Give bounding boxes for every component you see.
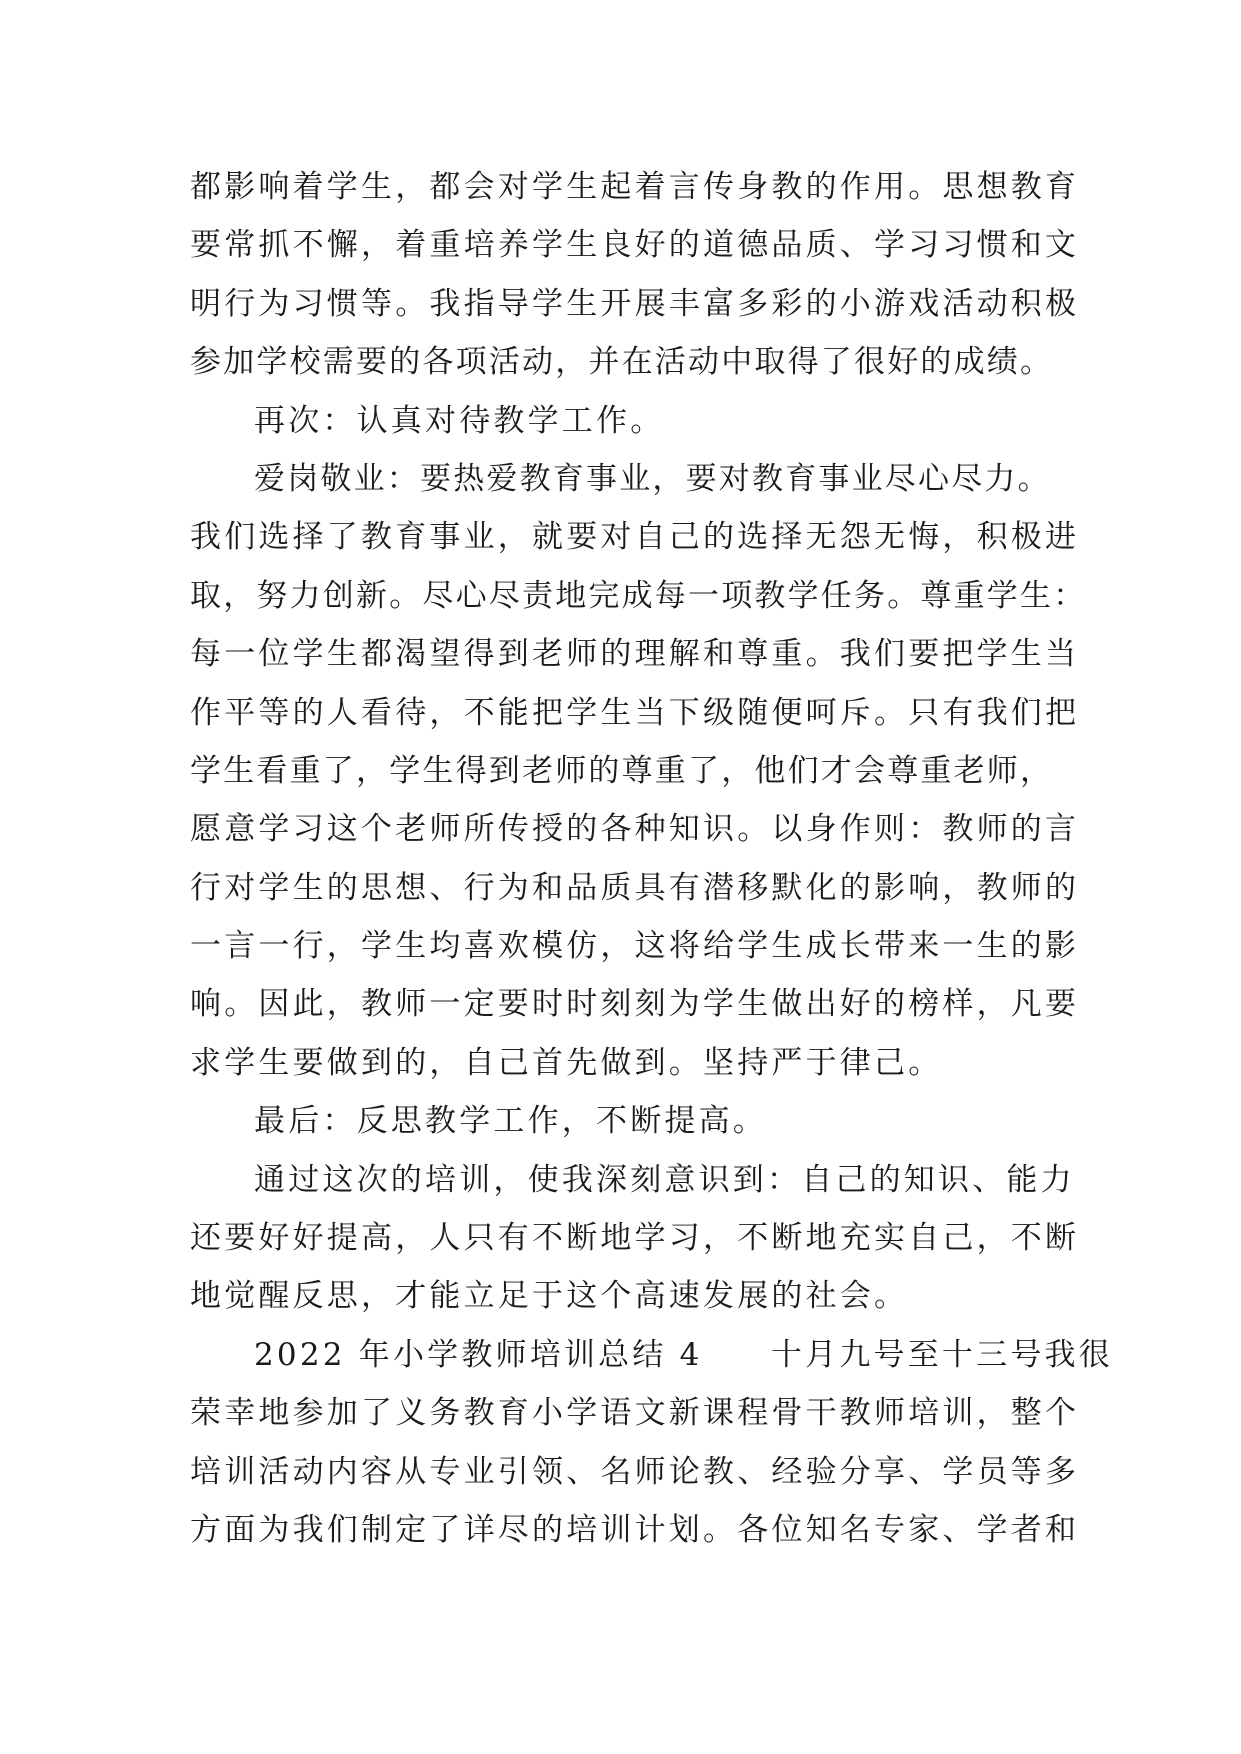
text-line: 还要好好提高，人只有不断地学习，不断地充实自己，不断 (190, 1220, 1080, 1257)
text-line: 明行为习惯等。我指导学生开展丰富多彩的小游戏活动积极 (190, 285, 1080, 322)
text-line: 愿意学习这个老师所传授的各种知识。以身作则：教师的言 (190, 811, 1080, 848)
text-line: 每一位学生都渴望得到老师的理解和尊重。我们要把学生当 (190, 636, 1080, 673)
text-line: 要常抓不懈，着重培养学生良好的道德品质、学习习惯和文 (190, 227, 1080, 264)
text-line: 都影响着学生，都会对学生起着言传身教的作用。思想教育 (190, 169, 1080, 205)
body-text (190, 158, 1113, 1559)
text-line: 一言一行，学生均喜欢模仿，这将给学生成长带来一生的影 (190, 928, 1080, 965)
text-line: 我们选择了教育事业，就要对自己的选择无怨无悔，积极进 (190, 519, 1080, 556)
text-line: 求学生要做到的，自己首先做到。坚持严于律己。 (190, 1044, 943, 1081)
text-line: 荣幸地参加了义务教育小学语文新课程骨干教师培训，整个 (190, 1395, 1080, 1432)
text-line: 参加学校需要的各项活动，并在活动中取得了很好的成绩。 (190, 344, 1054, 381)
text-line: 行对学生的思想、行为和品质具有潜移默化的影响，教师的 (190, 869, 1080, 906)
text-line: 地觉醒反思，才能立足于这个高速发展的社会。 (190, 1278, 909, 1315)
paragraph-start: 通过这次的培训，使我深刻意识到：自己的知识、能力 (254, 1161, 1075, 1198)
text-line: 作平等的人看待，不能把学生当下级随便呵斥。只有我们把 (190, 694, 1080, 731)
section-heading: 再次：认真对待教学工作。 (254, 402, 665, 439)
section-heading: 最后：反思教学工作，不断提高。 (254, 1103, 767, 1140)
text-line: 方面为我们制定了详尽的培训计划。各位知名专家、学者和 (190, 1511, 1080, 1548)
text-line: 学生看重了，学生得到老师的尊重了，他们才会尊重老师， (190, 752, 1054, 789)
text-line: 取，努力创新。尽心尽责地完成每一项教学任务。尊重学生： (190, 577, 1087, 614)
text-line: 响。因此，教师一定要时时刻刻为学生做出好的榜样，凡要 (190, 986, 1080, 1023)
article-title-line: 2022 年小学教师培训总结 4 十月九号至十三号我很 (254, 1336, 1113, 1373)
text-line: 培训活动内容从专业引领、名师论教、经验分享、学员等多 (190, 1453, 1080, 1490)
paragraph-start: 爱岗敬业：要热爱教育事业，要对教育事业尽心尽力。 (254, 460, 1051, 497)
